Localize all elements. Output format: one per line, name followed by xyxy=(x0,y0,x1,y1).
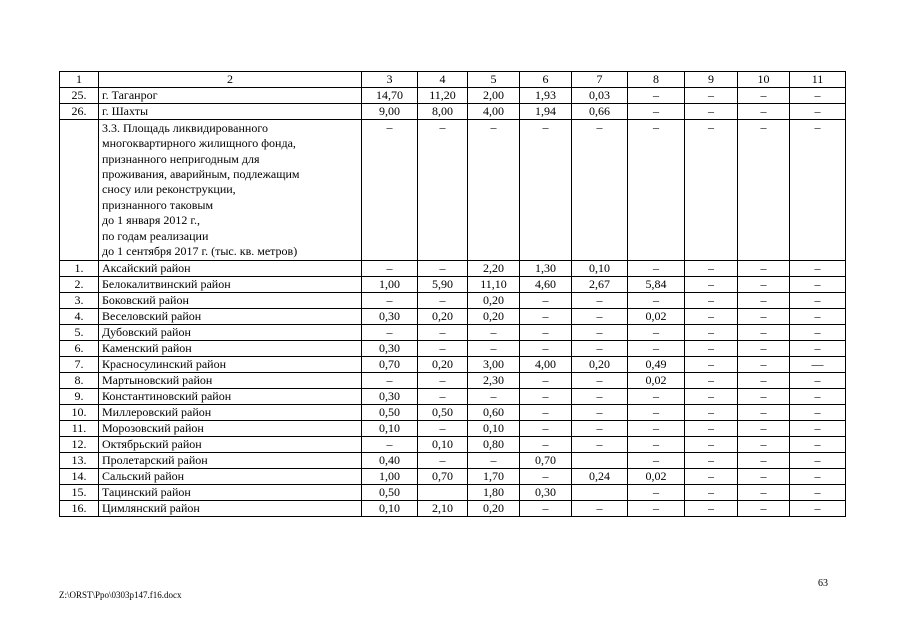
value-cell: – xyxy=(520,341,572,357)
row-name: Константиновский район xyxy=(99,389,362,405)
value-cell: – xyxy=(685,357,738,373)
value-cell: – xyxy=(572,120,628,261)
value-cell: – xyxy=(685,469,738,485)
value-cell: – xyxy=(738,120,790,261)
value-cell: 8,00 xyxy=(418,104,468,120)
value-cell: 0,03 xyxy=(572,88,628,104)
value-cell: 0,10 xyxy=(362,501,418,517)
value-cell: 0,02 xyxy=(628,469,685,485)
value-cell: – xyxy=(520,325,572,341)
header-cell: 11 xyxy=(790,72,846,88)
value-cell: – xyxy=(685,309,738,325)
value-cell: – xyxy=(418,453,468,469)
value-cell: – xyxy=(738,341,790,357)
value-cell: – xyxy=(738,501,790,517)
value-cell: 0,10 xyxy=(362,421,418,437)
value-cell: – xyxy=(738,261,790,277)
header-cell: 5 xyxy=(468,72,520,88)
value-cell: 2,10 xyxy=(418,501,468,517)
value-cell: – xyxy=(790,437,846,453)
value-cell: – xyxy=(468,120,520,261)
value-cell: – xyxy=(685,373,738,389)
value-cell: 0,10 xyxy=(572,261,628,277)
value-cell: – xyxy=(628,405,685,421)
value-cell: – xyxy=(685,389,738,405)
value-cell: – xyxy=(520,405,572,421)
value-cell: – xyxy=(520,421,572,437)
value-cell: – xyxy=(790,341,846,357)
row-number: 1. xyxy=(60,261,99,277)
value-cell: 4,00 xyxy=(520,357,572,373)
row-number: 25. xyxy=(60,88,99,104)
section-title-line: признанного таковым xyxy=(102,197,214,212)
section-title-line: по годам реализации xyxy=(102,228,209,243)
value-cell: – xyxy=(738,485,790,501)
value-cell: – xyxy=(468,341,520,357)
value-cell: – xyxy=(738,453,790,469)
value-cell: 0,20 xyxy=(418,357,468,373)
value-cell: – xyxy=(738,293,790,309)
value-cell: 1,80 xyxy=(468,485,520,501)
value-cell: — xyxy=(790,357,846,373)
value-cell: – xyxy=(738,405,790,421)
row-name: г. Шахты xyxy=(99,104,362,120)
value-cell: 0,20 xyxy=(572,357,628,373)
value-cell: 1,93 xyxy=(520,88,572,104)
file-path: Z:\ORST\Ppo\0303p147.f16.docx xyxy=(59,590,182,600)
value-cell: – xyxy=(685,341,738,357)
value-cell: 2,20 xyxy=(468,261,520,277)
value-cell: 0,80 xyxy=(468,437,520,453)
value-cell: – xyxy=(790,293,846,309)
value-cell: 0,10 xyxy=(468,421,520,437)
value-cell: 14,70 xyxy=(362,88,418,104)
value-cell: 1,00 xyxy=(362,469,418,485)
value-cell: 0,50 xyxy=(362,485,418,501)
header-cell: 10 xyxy=(738,72,790,88)
value-cell: – xyxy=(468,389,520,405)
table-body xyxy=(60,72,846,517)
value-cell: – xyxy=(418,373,468,389)
table-row xyxy=(60,325,846,341)
value-cell: – xyxy=(468,453,520,469)
value-cell: – xyxy=(738,88,790,104)
table-row xyxy=(60,357,846,373)
data-table xyxy=(59,71,846,517)
row-name: г. Таганрог xyxy=(99,88,362,104)
row-name: Октябрьский район xyxy=(99,437,362,453)
value-cell: – xyxy=(685,453,738,469)
section-title-line: до 1 сентября 2017 г. (тыс. кв. метров) xyxy=(102,243,298,258)
value-cell: 0,20 xyxy=(418,309,468,325)
value-cell: – xyxy=(738,373,790,389)
value-cell: – xyxy=(738,309,790,325)
value-cell: 0,30 xyxy=(362,389,418,405)
section-row xyxy=(60,120,846,261)
row-number: 15. xyxy=(60,485,99,501)
value-cell: 1,00 xyxy=(362,277,418,293)
value-cell: – xyxy=(362,373,418,389)
value-cell: – xyxy=(418,293,468,309)
row-name: Цимлянский район xyxy=(99,501,362,517)
value-cell: – xyxy=(418,120,468,261)
value-cell: – xyxy=(685,277,738,293)
value-cell: – xyxy=(520,293,572,309)
value-cell: – xyxy=(520,389,572,405)
row-number: 13. xyxy=(60,453,99,469)
table-row xyxy=(60,501,846,517)
value-cell: – xyxy=(790,389,846,405)
value-cell: – xyxy=(520,373,572,389)
value-cell: 5,90 xyxy=(418,277,468,293)
value-cell: – xyxy=(628,453,685,469)
value-cell: 1,70 xyxy=(468,469,520,485)
header-cell: 8 xyxy=(628,72,685,88)
value-cell: 4,00 xyxy=(468,104,520,120)
row-name: Аксайский район xyxy=(99,261,362,277)
table-row xyxy=(60,341,846,357)
table-row xyxy=(60,389,846,405)
value-cell: – xyxy=(628,325,685,341)
value-cell: – xyxy=(790,485,846,501)
value-cell: – xyxy=(685,293,738,309)
value-cell: 1,94 xyxy=(520,104,572,120)
value-cell: – xyxy=(790,120,846,261)
header-cell: 3 xyxy=(362,72,418,88)
value-cell: 0,02 xyxy=(628,309,685,325)
value-cell: 0,70 xyxy=(520,453,572,469)
value-cell: – xyxy=(628,341,685,357)
value-cell: – xyxy=(685,405,738,421)
value-cell: 0,70 xyxy=(362,357,418,373)
value-cell: – xyxy=(790,373,846,389)
row-name: Белокалитвинский район xyxy=(99,277,362,293)
value-cell: – xyxy=(572,325,628,341)
value-cell: – xyxy=(628,88,685,104)
value-cell: 0,40 xyxy=(362,453,418,469)
row-name: Дубовский район xyxy=(99,325,362,341)
value-cell: 2,67 xyxy=(572,277,628,293)
value-cell: – xyxy=(738,389,790,405)
value-cell: – xyxy=(628,485,685,501)
value-cell: 2,00 xyxy=(468,88,520,104)
value-cell: 0,70 xyxy=(418,469,468,485)
value-cell: – xyxy=(738,104,790,120)
row-name: Красносулинский район xyxy=(99,357,362,373)
row-name: Пролетарский район xyxy=(99,453,362,469)
value-cell: – xyxy=(685,261,738,277)
value-cell: 0,30 xyxy=(362,341,418,357)
value-cell: 0,10 xyxy=(418,437,468,453)
table-row xyxy=(60,309,846,325)
value-cell: – xyxy=(418,261,468,277)
header-cell: 1 xyxy=(60,72,99,88)
row-number: 4. xyxy=(60,309,99,325)
table-row xyxy=(60,485,846,501)
value-cell: – xyxy=(790,88,846,104)
value-cell: 0,30 xyxy=(520,485,572,501)
row-number: 12. xyxy=(60,437,99,453)
section-title-line: проживания, аварийным, подлежащим xyxy=(102,167,300,182)
row-number: 8. xyxy=(60,373,99,389)
header-cell: 2 xyxy=(99,72,362,88)
value-cell: 9,00 xyxy=(362,104,418,120)
table-row xyxy=(60,88,846,104)
value-cell: – xyxy=(362,437,418,453)
value-cell: – xyxy=(685,421,738,437)
table-header-row xyxy=(60,72,846,88)
row-name: Миллеровский район xyxy=(99,405,362,421)
value-cell: – xyxy=(790,469,846,485)
value-cell: – xyxy=(362,325,418,341)
row-number: 9. xyxy=(60,389,99,405)
value-cell: – xyxy=(790,325,846,341)
row-number: 5. xyxy=(60,325,99,341)
table-row xyxy=(60,277,846,293)
header-cell: 7 xyxy=(572,72,628,88)
value-cell: – xyxy=(572,373,628,389)
section-title-line: 3.3. Площадь ликвидированного xyxy=(102,121,268,135)
value-cell: – xyxy=(572,389,628,405)
value-cell: 0,20 xyxy=(468,501,520,517)
table-row xyxy=(60,437,846,453)
value-cell: – xyxy=(520,501,572,517)
value-cell: 1,30 xyxy=(520,261,572,277)
value-cell: – xyxy=(572,293,628,309)
value-cell: – xyxy=(738,469,790,485)
row-number: 3. xyxy=(60,293,99,309)
table-row xyxy=(60,293,846,309)
value-cell: – xyxy=(685,325,738,341)
value-cell: – xyxy=(572,437,628,453)
value-cell: 2,30 xyxy=(468,373,520,389)
value-cell: – xyxy=(738,437,790,453)
section-title xyxy=(99,120,362,261)
table-row xyxy=(60,261,846,277)
value-cell: 0,66 xyxy=(572,104,628,120)
value-cell: 0,02 xyxy=(628,373,685,389)
table-row xyxy=(60,373,846,389)
value-cell: – xyxy=(685,88,738,104)
row-name: Морозовский район xyxy=(99,421,362,437)
section-title-line: до 1 января 2012 г., xyxy=(102,213,200,228)
value-cell: – xyxy=(362,261,418,277)
value-cell: – xyxy=(628,293,685,309)
header-cell: 4 xyxy=(418,72,468,88)
section-number-cell xyxy=(60,120,99,261)
value-cell: – xyxy=(685,120,738,261)
value-cell: – xyxy=(520,120,572,261)
row-number: 2. xyxy=(60,277,99,293)
value-cell: – xyxy=(738,325,790,341)
row-number: 26. xyxy=(60,104,99,120)
value-cell: – xyxy=(738,277,790,293)
table-row xyxy=(60,405,846,421)
value-cell: – xyxy=(738,357,790,373)
row-name: Тацинский район xyxy=(99,485,362,501)
value-cell: 0,30 xyxy=(362,309,418,325)
section-title-line: многоквартирного жилищного фонда, xyxy=(102,136,296,151)
row-number: 16. xyxy=(60,501,99,517)
value-cell: 5,84 xyxy=(628,277,685,293)
value-cell: – xyxy=(738,421,790,437)
value-cell: – xyxy=(790,261,846,277)
value-cell: – xyxy=(418,341,468,357)
value-cell: – xyxy=(790,421,846,437)
row-name: Мартыновский район xyxy=(99,373,362,389)
value-cell: – xyxy=(572,309,628,325)
value-cell: – xyxy=(790,309,846,325)
value-cell: – xyxy=(520,469,572,485)
value-cell: – xyxy=(790,405,846,421)
value-cell xyxy=(572,485,628,501)
value-cell: 0,50 xyxy=(418,405,468,421)
value-cell: – xyxy=(362,120,418,261)
row-number: 10. xyxy=(60,405,99,421)
value-cell: – xyxy=(685,104,738,120)
value-cell xyxy=(572,453,628,469)
value-cell: 3,00 xyxy=(468,357,520,373)
value-cell: 11,10 xyxy=(468,277,520,293)
value-cell: – xyxy=(790,277,846,293)
header-cell: 6 xyxy=(520,72,572,88)
value-cell: – xyxy=(520,437,572,453)
table-row xyxy=(60,469,846,485)
value-cell: 0,60 xyxy=(468,405,520,421)
value-cell: – xyxy=(418,325,468,341)
row-number: 14. xyxy=(60,469,99,485)
value-cell: – xyxy=(628,421,685,437)
value-cell: – xyxy=(628,120,685,261)
value-cell: – xyxy=(790,453,846,469)
row-name: Сальский район xyxy=(99,469,362,485)
value-cell: – xyxy=(685,485,738,501)
value-cell: – xyxy=(628,261,685,277)
value-cell: – xyxy=(572,405,628,421)
value-cell: 0,20 xyxy=(468,309,520,325)
section-title-line: признанного непригодным для xyxy=(102,151,260,166)
value-cell: – xyxy=(572,421,628,437)
value-cell: – xyxy=(572,341,628,357)
value-cell: – xyxy=(685,437,738,453)
row-number: 11. xyxy=(60,421,99,437)
header-cell: 9 xyxy=(685,72,738,88)
value-cell: – xyxy=(520,309,572,325)
value-cell: – xyxy=(418,421,468,437)
row-number: 7. xyxy=(60,357,99,373)
value-cell: – xyxy=(790,104,846,120)
value-cell: – xyxy=(362,293,418,309)
table-row xyxy=(60,453,846,469)
row-number: 6. xyxy=(60,341,99,357)
value-cell: – xyxy=(628,501,685,517)
value-cell xyxy=(418,485,468,501)
value-cell: – xyxy=(628,437,685,453)
table-row xyxy=(60,104,846,120)
table-row xyxy=(60,421,846,437)
value-cell: – xyxy=(418,389,468,405)
value-cell: 11,20 xyxy=(418,88,468,104)
row-name: Каменский район xyxy=(99,341,362,357)
row-name: Веселовский район xyxy=(99,309,362,325)
value-cell: – xyxy=(628,389,685,405)
value-cell: 0,24 xyxy=(572,469,628,485)
value-cell: – xyxy=(790,501,846,517)
page-number: 63 xyxy=(818,578,828,589)
value-cell: – xyxy=(572,501,628,517)
value-cell: 4,60 xyxy=(520,277,572,293)
value-cell: 0,49 xyxy=(628,357,685,373)
section-title-line: сносу или реконструкции, xyxy=(102,182,236,197)
value-cell: – xyxy=(685,501,738,517)
row-name: Боковский район xyxy=(99,293,362,309)
value-cell: – xyxy=(468,325,520,341)
value-cell: – xyxy=(628,104,685,120)
value-cell: 0,50 xyxy=(362,405,418,421)
value-cell: 0,20 xyxy=(468,293,520,309)
